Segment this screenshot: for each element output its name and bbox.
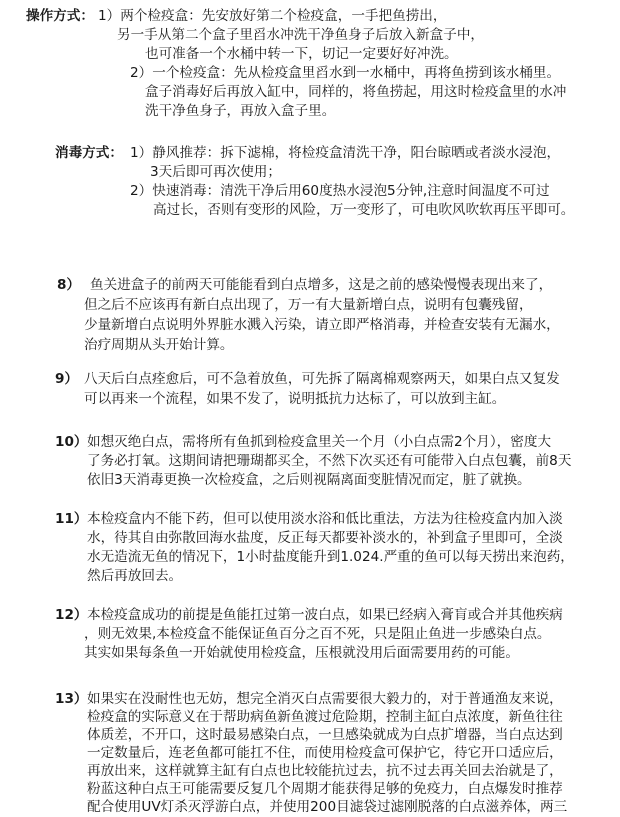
text-line: 1）静风推荐：拆下滤棉，将检疫盒清洗干净，阳台晾晒或者淡水浸泡， [130, 145, 561, 161]
text-line: 粉蓝这种白点王可能需要反复几个周期才能获得足够的免疫力，白点爆发时推荐 [87, 781, 563, 797]
text-line: 其实如果每条鱼一开始就使用检疫盒，压根就没用后面需要用药的可能。 [84, 645, 519, 661]
item-number: 11） [55, 511, 88, 527]
text-line: 体质差，不开口，这时最易感染白点，一旦感染就成为白点扩增器，当白点达到 [87, 727, 563, 743]
text-line: 八天后白点痊愈后，可不急着放鱼，可先拆了隔离棉观察两天，如果白点又复发 [84, 371, 560, 387]
text-line: 但之后不应该再有新白点出现了，万一有大量新增白点，说明有包囊残留， [84, 297, 533, 313]
text-line: 2）一个检疫盒：先从检疫盒里舀水到一水桶中，再将鱼捞到该水桶里。 [130, 65, 561, 81]
text-line: 鱼关进盒子的前两天可能能看到白点增多，这是之前的感染慢慢表现出来了， [90, 277, 553, 293]
text-line: 洗干净鱼身子，再放入盒子里。 [145, 103, 336, 119]
text-line: 高过长，否则有变形的风险，万一变形了，可电吹风吹软再压平即可。 [153, 202, 575, 218]
text-line: 如果实在没耐性也无妨，想完全消灭白点需要很大毅力的，对于普通渔友来说， [87, 691, 563, 707]
text-line: 本检疫盒内不能下药，但可以使用淡水浴和低比重法，方法为往检疫盒内加入淡 [87, 511, 563, 527]
text-line: 盒子消毒好后再放入缸中，同样的，将鱼捞起，用这时检疫盒里的水冲 [145, 84, 567, 100]
text-line: 可以再来一个流程，如果不发了，说明抵抗力达标了，可以放到主缸。 [84, 391, 506, 407]
text-line: 如想灭绝白点，需将所有鱼抓到检疫盒里关一个月（小白点需2个月），密度大 [87, 434, 552, 450]
text-line: 了务必打氧。这期间请把珊瑚都买全，不然下次买还有可能带入白点包囊，前8天 [87, 453, 572, 469]
text-line: 另一手从第二个盒子里舀水冲洗干净鱼身子后放入新盒子中， [117, 27, 485, 43]
text-line: 一定数量后，连老鱼都可能扛不住，而使用检疫盒可保护它，待它开口适应后， [87, 745, 563, 761]
text-line: 检疫盒的实际意义在于帮助病鱼新鱼渡过危险期，控制主缸白点浓度，新鱼往往 [87, 709, 563, 725]
text-line: 3天后即可再次使用； [150, 164, 281, 180]
text-line: 少量新增白点说明外界脏水溅入污染，请立即严格消毒，并检查安装有无漏水， [84, 317, 560, 333]
text-line: 然后再放回去。 [87, 568, 183, 584]
item-number: 9） [55, 371, 79, 387]
disinfect-label: 消毒方式： [55, 145, 123, 161]
item-number: 12） [55, 607, 88, 623]
text-line: 依旧3天消毒更换一次检疫盒，之后则视隔离面变脏情况而定，脏了就换。 [87, 472, 531, 488]
item-number: 8） [57, 277, 81, 293]
text-line: 再放出来，这样就算主缸有白点也比较能抗过去，抗不过去再关回去治就是了， [87, 763, 563, 779]
text-line: 水，待其自由弥散回海水盐度，反正每天都要补淡水的，补到盒子里即可，全淡 [87, 530, 563, 546]
item-number: 13） [55, 691, 88, 707]
text-line: ，则无效果,本检疫盒不能保证鱼百分之百不死，只是阻止鱼进一步感染白点。 [84, 626, 551, 642]
operation-label: 操作方式： [26, 8, 94, 24]
text-line: 治疗周期从头开始计算。 [84, 337, 234, 353]
text-line: 配合使用UV灯杀灭浮游白点，并使用200目滤袋过滤刚脱落的白点滋养体，两三 [87, 799, 568, 815]
text-line: 也可准备一个水桶中转一下，切记一定要好好冲洗。 [145, 46, 458, 62]
text-line: 水无造流无鱼的情况下，1小时盐度能升到1.024.严重的鱼可以每天捞出来泡药， [87, 549, 574, 565]
item-number: 10） [55, 434, 88, 450]
text-line: 本检疫盒成功的前提是鱼能扛过第一波白点，如果已经病入膏肓或合并其他疾病 [87, 607, 563, 623]
text-line: 1）两个检疫盒：先安放好第二个检疫盒，一手把鱼捞出， [98, 8, 447, 24]
text-line: 2）快速消毒：清洗干净后用60度热水浸泡5分钟,注意时间温度不可过 [130, 183, 550, 199]
